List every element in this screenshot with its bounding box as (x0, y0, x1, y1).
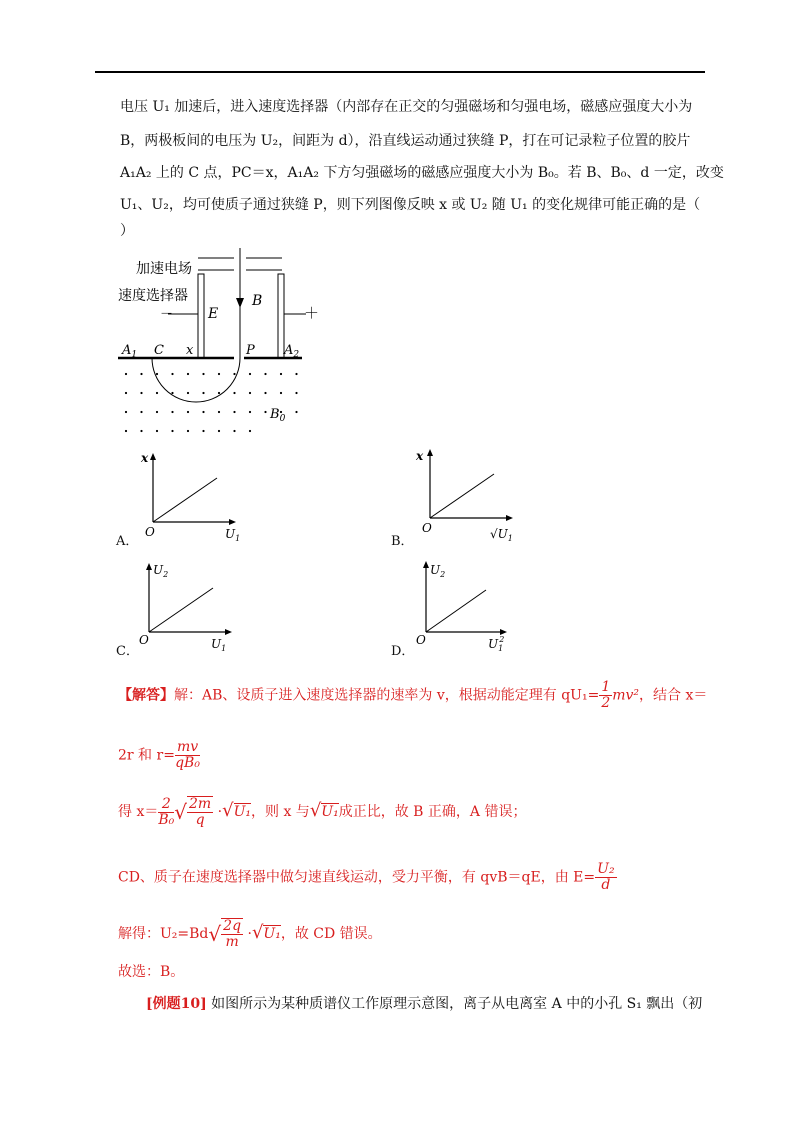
A1-label: $A_1$ (122, 343, 138, 360)
question-line-3: A₁A₂ 上的 C 点，PC＝x，A₁A₂ 下方匀强磁场的磁感应强度大小为 B₀。若 B、B₀、d 一定，改变 (120, 165, 724, 181)
field-dot (125, 411, 127, 413)
question-line-2: B，两极板间的电压为 U₂，间距为 d），沿直线运动通过狭缝 P，打在可记录粒子位置的胶片 (120, 133, 691, 149)
field-dot (171, 392, 173, 394)
field-dot (295, 373, 297, 375)
accel-field-label: 加速电场 (136, 261, 192, 277)
field-dot (249, 430, 251, 432)
graph-option-d (412, 556, 522, 656)
minus-sign: － (160, 307, 174, 322)
answer-line-6: 故选：B。 (118, 964, 185, 980)
svg-text:√U1: $√U_1$ (490, 527, 513, 543)
graph-option-c (135, 558, 245, 653)
field-dot (140, 430, 142, 432)
apparatus-diagram (110, 248, 320, 438)
field-dot (171, 411, 173, 413)
field-dot (280, 392, 282, 394)
option-a-letter[interactable]: A． (116, 534, 139, 549)
option-c-letter[interactable]: C． (116, 644, 139, 659)
field-dot (187, 430, 189, 432)
field-dot (125, 430, 127, 432)
header-rule (95, 71, 705, 73)
field-dot (218, 392, 220, 394)
field-dot (264, 373, 266, 375)
question-line-1: 电压 U₁ 加速后，进入速度选择器（内部存在正交的匀强磁场和匀强电场，磁感应强度大小为 (120, 99, 693, 115)
field-dot (295, 392, 297, 394)
graph-option-a (135, 450, 245, 545)
field-dot (187, 373, 189, 375)
svg-text:U12: $U_12$ (488, 635, 505, 653)
P-label: P (246, 343, 255, 358)
option-b-letter[interactable]: B． (391, 534, 414, 549)
field-dot (218, 373, 220, 375)
B0-label: $B_0$ (270, 407, 286, 424)
field-dot (202, 373, 204, 375)
field-dot (187, 411, 189, 413)
plus-sign: ＋ (304, 304, 320, 322)
field-dot (264, 411, 266, 413)
C-label: C (154, 343, 164, 358)
answer-tag: 【解答】 (118, 687, 174, 704)
answer-line-4: CD、质子在速度选择器中做匀速直线运动，受力平衡，有 qvB＝qE，由 E= $\frac{\text{U₂}}{d}$ (118, 861, 615, 893)
field-dot (233, 430, 235, 432)
field-dot (218, 411, 220, 413)
answer-line-2: 2r 和 r= $\frac{mv}{\text{qB₀}}$ (118, 739, 200, 771)
graph-option-b (412, 446, 532, 546)
x-label: x (186, 343, 194, 358)
example-tag: [例题10] (146, 996, 207, 1012)
field-dot (171, 430, 173, 432)
field-dot (140, 411, 142, 413)
svg-text:x: x (141, 451, 149, 465)
svg-text:O: O (422, 521, 432, 535)
option-d-letter[interactable]: D． (391, 644, 415, 659)
field-dot (125, 392, 127, 394)
B-label: B (252, 293, 263, 309)
field-dot (233, 411, 235, 413)
answer-line-1: 【解答】解：AB、设质子进入速度选择器的速率为 v，根据动能定理有 qU₁= $\frac{1}{2}$ mv²，结合 x＝ (118, 679, 708, 711)
field-dot (156, 430, 158, 432)
field-dot (202, 392, 204, 394)
field-dot (280, 373, 282, 375)
next-example: [例题10] 如图所示为某种质谱仪工作原理示意图，离子从电离室 A 中的小孔 S₁ 飘出（初 (146, 996, 703, 1012)
svg-text:U2: $U_2$ (153, 563, 169, 579)
field-dot (156, 411, 158, 413)
field-dot (249, 392, 251, 394)
field-dot (249, 411, 251, 413)
left-plate (198, 274, 204, 358)
svg-text:x: x (416, 449, 424, 463)
field-dot (140, 392, 142, 394)
velocity-selector-label: 速度选择器 (118, 288, 188, 304)
field-dot (280, 411, 282, 413)
E-label: E (208, 306, 219, 322)
svg-text:U2: $U_2$ (430, 563, 446, 579)
svg-text:U1: $U_1$ (225, 527, 241, 543)
answer-line-3: 得 x＝ $\frac{2}{\text{B₀}}$ √ $\frac{2m}{q}$ ·√U₁，则 x 与√U₁成正比，故 B 正确，A 错误； (118, 795, 527, 828)
field-dot (233, 373, 235, 375)
field-dot (202, 411, 204, 413)
field-dot (140, 373, 142, 375)
svg-text:U1: $U_1$ (211, 637, 227, 653)
question-line-4: U₁、U₂，均可使质子通过狭缝 P，则下列图像反映 x 或 U₂ 随 U₁ 的变化规律可能正确的是（ (120, 197, 701, 213)
field-dot (233, 392, 235, 394)
field-dot (156, 392, 158, 394)
field-dot (171, 373, 173, 375)
question-line-5: ） (120, 223, 134, 239)
field-dot (249, 373, 251, 375)
svg-text:O: O (139, 633, 149, 647)
field-dot (125, 373, 127, 375)
A2-label: $A_2$ (284, 343, 300, 360)
field-dot (156, 373, 158, 375)
answer-line-5: 解得：U₂=Bd√ $\frac{2q}{m}$ ·√U₁，故 CD 错误。 (118, 918, 382, 950)
field-dot (202, 430, 204, 432)
field-dot (218, 430, 220, 432)
svg-text:O: O (416, 633, 426, 647)
field-dot (264, 392, 266, 394)
field-dot (295, 411, 297, 413)
field-dot (187, 392, 189, 394)
svg-text:O: O (145, 525, 155, 539)
